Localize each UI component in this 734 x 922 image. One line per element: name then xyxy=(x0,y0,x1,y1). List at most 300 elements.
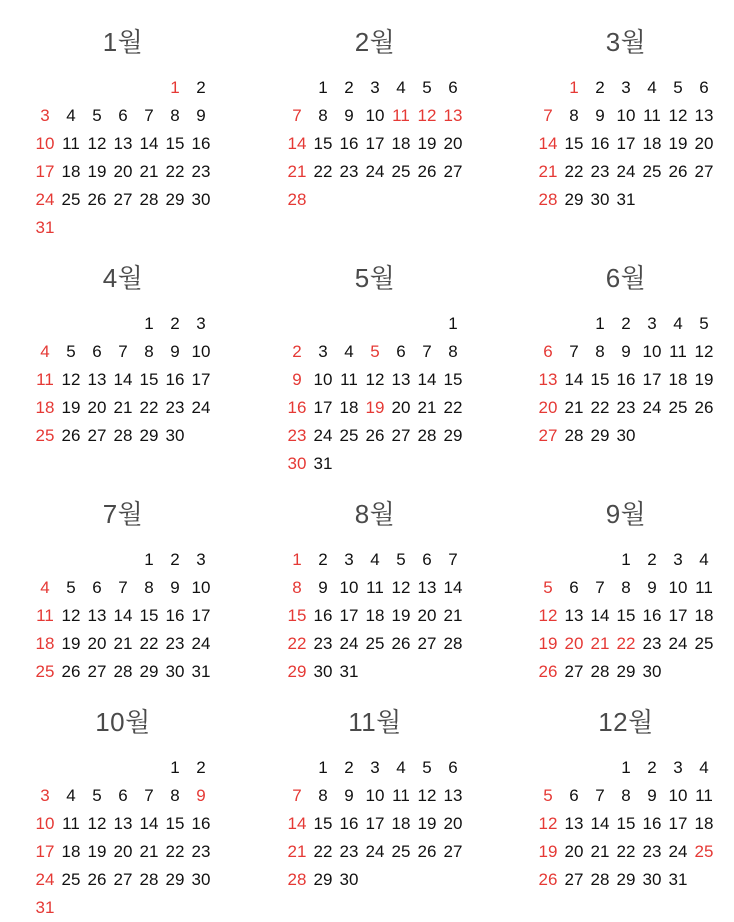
day-cell[interactable]: 7 xyxy=(448,550,458,569)
day-cell[interactable]: 1 xyxy=(170,758,180,777)
day-cell[interactable]: 16 xyxy=(642,814,662,833)
day-cell[interactable]: 3 xyxy=(196,550,206,569)
day-cell[interactable]: 6 xyxy=(569,786,579,805)
day-cell[interactable]: 29 xyxy=(616,662,636,681)
day-cell[interactable]: 1 xyxy=(621,550,631,569)
day-cell[interactable]: 11 xyxy=(62,814,80,833)
day-cell[interactable]: 11 xyxy=(392,786,410,805)
day-cell[interactable]: 21 xyxy=(590,634,610,653)
day-cell[interactable]: 9 xyxy=(170,578,180,597)
day-cell[interactable]: 15 xyxy=(313,134,333,153)
day-cell[interactable]: 6 xyxy=(92,578,102,597)
day-cell[interactable]: 3 xyxy=(621,78,631,97)
day-cell[interactable]: 24 xyxy=(365,842,385,861)
day-cell[interactable]: 30 xyxy=(287,454,307,473)
day-cell[interactable]: 30 xyxy=(590,190,610,209)
day-cell[interactable]: 3 xyxy=(370,758,380,777)
day-cell[interactable]: 27 xyxy=(417,634,437,653)
day-cell[interactable]: 21 xyxy=(139,162,159,181)
day-cell[interactable]: 27 xyxy=(538,426,558,445)
day-cell[interactable]: 2 xyxy=(170,314,180,333)
day-cell[interactable]: 31 xyxy=(35,218,55,237)
day-cell[interactable]: 26 xyxy=(417,162,437,181)
day-cell[interactable]: 18 xyxy=(35,398,55,417)
day-cell[interactable]: 8 xyxy=(292,578,302,597)
day-cell[interactable]: 13 xyxy=(538,370,558,389)
day-cell[interactable]: 23 xyxy=(191,162,211,181)
day-cell[interactable]: 23 xyxy=(642,634,662,653)
day-cell[interactable]: 19 xyxy=(87,842,107,861)
day-cell[interactable]: 6 xyxy=(448,78,458,97)
day-cell[interactable]: 15 xyxy=(564,134,584,153)
day-cell[interactable]: 31 xyxy=(616,190,636,209)
day-cell[interactable]: 22 xyxy=(313,162,333,181)
day-cell[interactable]: 6 xyxy=(422,550,432,569)
day-cell[interactable]: 8 xyxy=(621,578,631,597)
day-cell[interactable]: 12 xyxy=(694,342,714,361)
day-cell[interactable]: 14 xyxy=(139,814,159,833)
day-cell[interactable]: 22 xyxy=(139,398,159,417)
day-cell[interactable]: 30 xyxy=(191,870,211,889)
day-cell[interactable]: 24 xyxy=(35,190,55,209)
day-cell[interactable]: 29 xyxy=(287,662,307,681)
day-cell[interactable]: 11 xyxy=(366,578,384,597)
day-cell[interactable]: 13 xyxy=(564,606,584,625)
day-cell[interactable]: 9 xyxy=(621,342,631,361)
day-cell[interactable]: 8 xyxy=(144,342,154,361)
day-cell[interactable]: 21 xyxy=(538,162,558,181)
day-cell[interactable]: 9 xyxy=(647,786,657,805)
day-cell[interactable]: 15 xyxy=(139,370,159,389)
day-cell[interactable]: 12 xyxy=(61,606,81,625)
day-cell[interactable]: 5 xyxy=(543,578,553,597)
day-cell[interactable]: 27 xyxy=(87,662,107,681)
day-cell[interactable]: 18 xyxy=(391,134,411,153)
day-cell[interactable]: 3 xyxy=(196,314,206,333)
day-cell[interactable]: 20 xyxy=(538,398,558,417)
day-cell[interactable]: 5 xyxy=(370,342,380,361)
day-cell[interactable]: 26 xyxy=(365,426,385,445)
day-cell[interactable]: 19 xyxy=(538,842,558,861)
day-cell[interactable]: 28 xyxy=(417,426,437,445)
day-cell[interactable]: 5 xyxy=(92,106,102,125)
day-cell[interactable]: 22 xyxy=(616,634,636,653)
day-cell[interactable]: 14 xyxy=(113,370,133,389)
day-cell[interactable]: 16 xyxy=(165,370,185,389)
day-cell[interactable]: 2 xyxy=(196,758,206,777)
day-cell[interactable]: 24 xyxy=(339,634,359,653)
day-cell[interactable]: 10 xyxy=(313,370,333,389)
day-cell[interactable]: 23 xyxy=(287,426,307,445)
day-cell[interactable]: 3 xyxy=(647,314,657,333)
day-cell[interactable]: 21 xyxy=(443,606,463,625)
day-cell[interactable]: 8 xyxy=(318,786,328,805)
day-cell[interactable]: 6 xyxy=(118,106,128,125)
day-cell[interactable]: 15 xyxy=(139,606,159,625)
day-cell[interactable]: 3 xyxy=(318,342,328,361)
day-cell[interactable]: 15 xyxy=(287,606,307,625)
day-cell[interactable]: 27 xyxy=(391,426,411,445)
day-cell[interactable]: 25 xyxy=(391,842,411,861)
day-cell[interactable]: 28 xyxy=(590,870,610,889)
day-cell[interactable]: 18 xyxy=(694,606,714,625)
day-cell[interactable]: 31 xyxy=(313,454,333,473)
day-cell[interactable]: 3 xyxy=(673,550,683,569)
day-cell[interactable]: 19 xyxy=(61,398,81,417)
day-cell[interactable]: 2 xyxy=(344,78,354,97)
day-cell[interactable]: 30 xyxy=(616,426,636,445)
day-cell[interactable]: 23 xyxy=(165,398,185,417)
day-cell[interactable]: 1 xyxy=(595,314,605,333)
day-cell[interactable]: 26 xyxy=(694,398,714,417)
day-cell[interactable]: 5 xyxy=(66,342,76,361)
day-cell[interactable]: 7 xyxy=(292,786,302,805)
day-cell[interactable]: 2 xyxy=(647,758,657,777)
day-cell[interactable]: 12 xyxy=(538,814,558,833)
day-cell[interactable]: 22 xyxy=(139,634,159,653)
day-cell[interactable]: 21 xyxy=(590,842,610,861)
day-cell[interactable]: 13 xyxy=(87,606,107,625)
day-cell[interactable]: 5 xyxy=(422,758,432,777)
day-cell[interactable]: 10 xyxy=(365,106,385,125)
day-cell[interactable]: 29 xyxy=(313,870,333,889)
day-cell[interactable]: 16 xyxy=(191,814,211,833)
day-cell[interactable]: 9 xyxy=(344,786,354,805)
day-cell[interactable]: 23 xyxy=(313,634,333,653)
day-cell[interactable]: 30 xyxy=(642,870,662,889)
day-cell[interactable]: 30 xyxy=(339,870,359,889)
day-cell[interactable]: 11 xyxy=(695,578,713,597)
day-cell[interactable]: 19 xyxy=(365,398,385,417)
day-cell[interactable]: 21 xyxy=(287,842,307,861)
day-cell[interactable]: 27 xyxy=(564,870,584,889)
day-cell[interactable]: 6 xyxy=(92,342,102,361)
day-cell[interactable]: 7 xyxy=(595,578,605,597)
day-cell[interactable]: 4 xyxy=(66,106,76,125)
day-cell[interactable]: 8 xyxy=(448,342,458,361)
day-cell[interactable]: 14 xyxy=(564,370,584,389)
day-cell[interactable]: 27 xyxy=(694,162,714,181)
day-cell[interactable]: 9 xyxy=(196,106,206,125)
day-cell[interactable]: 16 xyxy=(313,606,333,625)
day-cell[interactable]: 3 xyxy=(40,106,50,125)
day-cell[interactable]: 22 xyxy=(287,634,307,653)
day-cell[interactable]: 28 xyxy=(590,662,610,681)
day-cell[interactable]: 6 xyxy=(118,786,128,805)
day-cell[interactable]: 20 xyxy=(694,134,714,153)
day-cell[interactable]: 26 xyxy=(417,842,437,861)
day-cell[interactable]: 19 xyxy=(668,134,688,153)
day-cell[interactable]: 5 xyxy=(543,786,553,805)
day-cell[interactable]: 20 xyxy=(443,134,463,153)
day-cell[interactable]: 12 xyxy=(668,106,688,125)
day-cell[interactable]: 7 xyxy=(144,106,154,125)
day-cell[interactable]: 13 xyxy=(694,106,714,125)
day-cell[interactable]: 29 xyxy=(165,870,185,889)
day-cell[interactable]: 9 xyxy=(170,342,180,361)
day-cell[interactable]: 24 xyxy=(313,426,333,445)
day-cell[interactable]: 3 xyxy=(40,786,50,805)
day-cell[interactable]: 7 xyxy=(569,342,579,361)
day-cell[interactable]: 2 xyxy=(170,550,180,569)
day-cell[interactable]: 21 xyxy=(139,842,159,861)
day-cell[interactable]: 17 xyxy=(668,606,688,625)
day-cell[interactable]: 17 xyxy=(668,814,688,833)
day-cell[interactable]: 9 xyxy=(344,106,354,125)
day-cell[interactable]: 25 xyxy=(61,190,81,209)
day-cell[interactable]: 15 xyxy=(443,370,463,389)
day-cell[interactable]: 12 xyxy=(87,814,107,833)
day-cell[interactable]: 11 xyxy=(36,370,54,389)
day-cell[interactable]: 25 xyxy=(391,162,411,181)
day-cell[interactable]: 28 xyxy=(287,190,307,209)
day-cell[interactable]: 28 xyxy=(538,190,558,209)
day-cell[interactable]: 8 xyxy=(170,106,180,125)
day-cell[interactable]: 6 xyxy=(569,578,579,597)
day-cell[interactable]: 4 xyxy=(699,550,709,569)
day-cell[interactable]: 25 xyxy=(365,634,385,653)
day-cell[interactable]: 18 xyxy=(61,162,81,181)
day-cell[interactable]: 27 xyxy=(564,662,584,681)
day-cell[interactable]: 10 xyxy=(191,578,211,597)
day-cell[interactable]: 28 xyxy=(113,662,133,681)
day-cell[interactable]: 2 xyxy=(621,314,631,333)
day-cell[interactable]: 5 xyxy=(396,550,406,569)
day-cell[interactable]: 1 xyxy=(621,758,631,777)
day-cell[interactable]: 15 xyxy=(616,814,636,833)
day-cell[interactable]: 17 xyxy=(642,370,662,389)
day-cell[interactable]: 31 xyxy=(339,662,359,681)
day-cell[interactable]: 26 xyxy=(87,870,107,889)
day-cell[interactable]: 21 xyxy=(564,398,584,417)
day-cell[interactable]: 23 xyxy=(191,842,211,861)
day-cell[interactable]: 22 xyxy=(564,162,584,181)
day-cell[interactable]: 20 xyxy=(113,162,133,181)
day-cell[interactable]: 17 xyxy=(191,370,211,389)
day-cell[interactable]: 19 xyxy=(391,606,411,625)
day-cell[interactable]: 11 xyxy=(392,106,410,125)
day-cell[interactable]: 2 xyxy=(318,550,328,569)
day-cell[interactable]: 10 xyxy=(191,342,211,361)
day-cell[interactable]: 29 xyxy=(443,426,463,445)
day-cell[interactable]: 16 xyxy=(590,134,610,153)
day-cell[interactable]: 26 xyxy=(538,662,558,681)
day-cell[interactable]: 9 xyxy=(318,578,328,597)
day-cell[interactable]: 28 xyxy=(139,870,159,889)
day-cell[interactable]: 1 xyxy=(144,314,154,333)
day-cell[interactable]: 7 xyxy=(595,786,605,805)
day-cell[interactable]: 18 xyxy=(35,634,55,653)
day-cell[interactable]: 2 xyxy=(647,550,657,569)
day-cell[interactable]: 24 xyxy=(616,162,636,181)
day-cell[interactable]: 20 xyxy=(87,634,107,653)
day-cell[interactable]: 5 xyxy=(66,578,76,597)
day-cell[interactable]: 20 xyxy=(87,398,107,417)
day-cell[interactable]: 17 xyxy=(339,606,359,625)
day-cell[interactable]: 14 xyxy=(113,606,133,625)
day-cell[interactable]: 14 xyxy=(538,134,558,153)
day-cell[interactable]: 25 xyxy=(694,842,714,861)
day-cell[interactable]: 16 xyxy=(642,606,662,625)
day-cell[interactable]: 23 xyxy=(339,162,359,181)
day-cell[interactable]: 5 xyxy=(673,78,683,97)
day-cell[interactable]: 16 xyxy=(287,398,307,417)
day-cell[interactable]: 7 xyxy=(118,578,128,597)
day-cell[interactable]: 22 xyxy=(590,398,610,417)
day-cell[interactable]: 27 xyxy=(113,190,133,209)
day-cell[interactable]: 30 xyxy=(642,662,662,681)
day-cell[interactable]: 7 xyxy=(118,342,128,361)
day-cell[interactable]: 10 xyxy=(668,786,688,805)
day-cell[interactable]: 30 xyxy=(191,190,211,209)
day-cell[interactable]: 4 xyxy=(673,314,683,333)
day-cell[interactable]: 15 xyxy=(590,370,610,389)
day-cell[interactable]: 9 xyxy=(595,106,605,125)
day-cell[interactable]: 24 xyxy=(191,634,211,653)
day-cell[interactable]: 18 xyxy=(339,398,359,417)
day-cell[interactable]: 31 xyxy=(191,662,211,681)
day-cell[interactable]: 16 xyxy=(339,134,359,153)
day-cell[interactable]: 27 xyxy=(443,842,463,861)
day-cell[interactable]: 25 xyxy=(694,634,714,653)
day-cell[interactable]: 18 xyxy=(61,842,81,861)
day-cell[interactable]: 24 xyxy=(642,398,662,417)
day-cell[interactable]: 15 xyxy=(616,606,636,625)
day-cell[interactable]: 24 xyxy=(191,398,211,417)
day-cell[interactable]: 24 xyxy=(365,162,385,181)
day-cell[interactable]: 12 xyxy=(417,106,437,125)
day-cell[interactable]: 29 xyxy=(165,190,185,209)
day-cell[interactable]: 15 xyxy=(165,134,185,153)
day-cell[interactable]: 1 xyxy=(144,550,154,569)
day-cell[interactable]: 23 xyxy=(339,842,359,861)
day-cell[interactable]: 6 xyxy=(543,342,553,361)
day-cell[interactable]: 4 xyxy=(344,342,354,361)
day-cell[interactable]: 6 xyxy=(396,342,406,361)
day-cell[interactable]: 19 xyxy=(61,634,81,653)
day-cell[interactable]: 23 xyxy=(165,634,185,653)
day-cell[interactable]: 11 xyxy=(340,370,358,389)
day-cell[interactable]: 30 xyxy=(165,426,185,445)
day-cell[interactable]: 6 xyxy=(448,758,458,777)
day-cell[interactable]: 22 xyxy=(616,842,636,861)
day-cell[interactable]: 9 xyxy=(196,786,206,805)
day-cell[interactable]: 14 xyxy=(590,606,610,625)
day-cell[interactable]: 21 xyxy=(113,398,133,417)
day-cell[interactable]: 20 xyxy=(391,398,411,417)
day-cell[interactable]: 20 xyxy=(564,634,584,653)
day-cell[interactable]: 23 xyxy=(590,162,610,181)
day-cell[interactable]: 26 xyxy=(668,162,688,181)
day-cell[interactable]: 2 xyxy=(595,78,605,97)
day-cell[interactable]: 10 xyxy=(35,814,55,833)
day-cell[interactable]: 18 xyxy=(391,814,411,833)
day-cell[interactable]: 25 xyxy=(61,870,81,889)
day-cell[interactable]: 29 xyxy=(616,870,636,889)
day-cell[interactable]: 16 xyxy=(616,370,636,389)
day-cell[interactable]: 9 xyxy=(647,578,657,597)
day-cell[interactable]: 12 xyxy=(365,370,385,389)
day-cell[interactable]: 21 xyxy=(417,398,437,417)
day-cell[interactable]: 26 xyxy=(61,426,81,445)
day-cell[interactable]: 10 xyxy=(365,786,385,805)
day-cell[interactable]: 17 xyxy=(313,398,333,417)
day-cell[interactable]: 13 xyxy=(113,814,133,833)
day-cell[interactable]: 8 xyxy=(170,786,180,805)
day-cell[interactable]: 25 xyxy=(668,398,688,417)
day-cell[interactable]: 11 xyxy=(643,106,661,125)
day-cell[interactable]: 17 xyxy=(365,134,385,153)
day-cell[interactable]: 29 xyxy=(590,426,610,445)
day-cell[interactable]: 7 xyxy=(543,106,553,125)
day-cell[interactable]: 21 xyxy=(113,634,133,653)
day-cell[interactable]: 4 xyxy=(699,758,709,777)
day-cell[interactable]: 26 xyxy=(391,634,411,653)
day-cell[interactable]: 14 xyxy=(287,814,307,833)
day-cell[interactable]: 10 xyxy=(616,106,636,125)
day-cell[interactable]: 1 xyxy=(569,78,579,97)
day-cell[interactable]: 28 xyxy=(287,870,307,889)
day-cell[interactable]: 25 xyxy=(35,426,55,445)
day-cell[interactable]: 4 xyxy=(647,78,657,97)
day-cell[interactable]: 9 xyxy=(292,370,302,389)
day-cell[interactable]: 3 xyxy=(370,78,380,97)
day-cell[interactable]: 16 xyxy=(339,814,359,833)
day-cell[interactable]: 29 xyxy=(139,662,159,681)
day-cell[interactable]: 1 xyxy=(318,758,328,777)
day-cell[interactable]: 8 xyxy=(569,106,579,125)
day-cell[interactable]: 4 xyxy=(40,342,50,361)
day-cell[interactable]: 14 xyxy=(287,134,307,153)
day-cell[interactable]: 14 xyxy=(443,578,463,597)
day-cell[interactable]: 13 xyxy=(564,814,584,833)
day-cell[interactable]: 19 xyxy=(538,634,558,653)
day-cell[interactable]: 26 xyxy=(87,190,107,209)
day-cell[interactable]: 8 xyxy=(621,786,631,805)
day-cell[interactable]: 7 xyxy=(292,106,302,125)
day-cell[interactable]: 3 xyxy=(673,758,683,777)
day-cell[interactable]: 7 xyxy=(144,786,154,805)
day-cell[interactable]: 29 xyxy=(139,426,159,445)
day-cell[interactable]: 10 xyxy=(642,342,662,361)
day-cell[interactable]: 12 xyxy=(61,370,81,389)
day-cell[interactable]: 14 xyxy=(139,134,159,153)
day-cell[interactable]: 11 xyxy=(36,606,54,625)
day-cell[interactable]: 7 xyxy=(422,342,432,361)
day-cell[interactable]: 11 xyxy=(62,134,80,153)
day-cell[interactable]: 15 xyxy=(165,814,185,833)
day-cell[interactable]: 25 xyxy=(642,162,662,181)
day-cell[interactable]: 23 xyxy=(616,398,636,417)
day-cell[interactable]: 30 xyxy=(165,662,185,681)
day-cell[interactable]: 25 xyxy=(35,662,55,681)
day-cell[interactable]: 5 xyxy=(92,786,102,805)
day-cell[interactable]: 5 xyxy=(699,314,709,333)
day-cell[interactable]: 20 xyxy=(417,606,437,625)
day-cell[interactable]: 27 xyxy=(113,870,133,889)
day-cell[interactable]: 1 xyxy=(292,550,302,569)
day-cell[interactable]: 14 xyxy=(590,814,610,833)
day-cell[interactable]: 10 xyxy=(35,134,55,153)
day-cell[interactable]: 28 xyxy=(139,190,159,209)
day-cell[interactable]: 27 xyxy=(87,426,107,445)
day-cell[interactable]: 13 xyxy=(443,786,463,805)
day-cell[interactable]: 31 xyxy=(668,870,688,889)
day-cell[interactable]: 18 xyxy=(694,814,714,833)
day-cell[interactable]: 29 xyxy=(564,190,584,209)
day-cell[interactable]: 21 xyxy=(287,162,307,181)
day-cell[interactable]: 20 xyxy=(564,842,584,861)
